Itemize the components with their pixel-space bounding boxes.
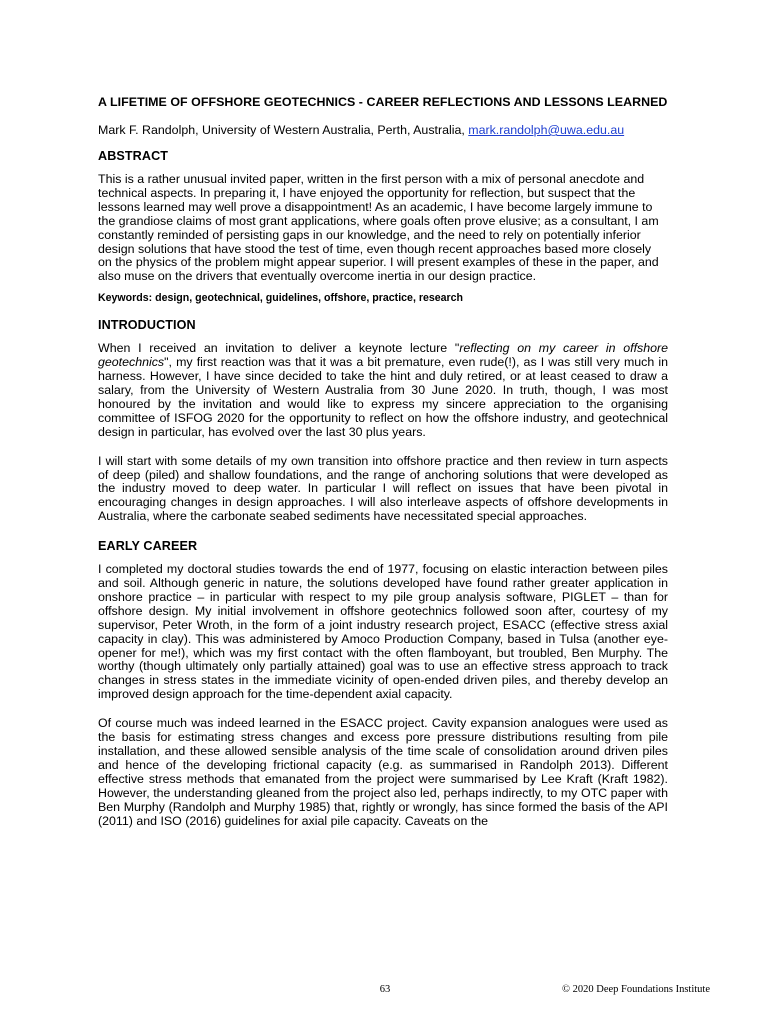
introduction-paragraph-2: I will start with some details of my own transition into offshore practice and then review in turn aspects of deep (piled) and shallow foundations, and the range of anchoring solutions that were developed as the industry moved to deep water. In particular I will reflect on issues that have been pivotal in encouraging changes in design approaches. I will also interleave aspects of offshore developments in Australia, where the carbonate seabed sediments have necessitated special approaches. xyxy=(98,453,668,524)
introduction-heading: INTRODUCTION xyxy=(98,318,196,333)
author-email-link[interactable]: mark.randolph@uwa.edu.au xyxy=(468,123,625,137)
page-number: 63 xyxy=(379,984,391,995)
intro-p1-end: ", my first reaction was that it was a bit premature, even rude(!), as I was still very much in harness. However, I have since decided to take the hint and duly retired, or at least ceased to draw a salary, from the University of Western Australia from 30 June 2020. In truth, though, I was most honoured by the invitation and would like to express my sincere appreciation to the organising committee of ISFOG 2020 for the opportunity to reflect on how the offshore industry, and geotechnical design in particular, has evolved over the last 30 plus years. xyxy=(98,355,668,439)
author-line xyxy=(98,123,668,138)
abstract-text: This is a rather unusual invited paper, written in the first person with a mix of personal anecdote and technical aspects. In preparing it, I have enjoyed the opportunity for reflection, but suspect that the lessons learned may well prove a disappointment! As an academic, I have become largely immune to the grandiose claims of most grant applications, where goals often prove elusive; as a consultant, I am constantly reminded of persisting gaps in our knowledge, and the need to rely on potentially inferior design solutions that have stood the test of time, even though recent approaches based more closely on the physics of the problem might appear superior. I will present examples of these in the paper, and also muse on the drivers that eventually overcome inertia in our design practice. xyxy=(98,172,659,284)
intro-p1-italic-quote: reflecting on my career in offshore geotechnics xyxy=(98,341,669,370)
paper-title: A LIFETIME OF OFFSHORE GEOTECHNICS - CAREER REFLECTIONS AND LESSONS LEARNED xyxy=(98,95,668,109)
early-career-paragraph-2: Of course much was indeed learned in the ESACC project. Cavity expansion analogues were used as the basis for estimating stress changes and excess pore pressure distributions resulting from pile installation, and these allowed sensible analysis of the time scale of consolidation around driven piles and hence of the developing frictional capacity (e.g. as summarised in Randolph 2013). Different effective stress methods that emanated from the project were summarised by Lee Kraft (Kraft 1982). However, the understanding gleaned from the project also led, perhaps indirectly, to my OTC paper with Ben Murphy (Randolph and Murphy 1985) that, rightly or wrongly, has since formed the basis of the API (2011) and ISO (2016) guidelines for axial pile capacity. Caveats on the xyxy=(98,716,668,828)
paper-body xyxy=(98,95,668,836)
abstract-heading: ABSTRACT xyxy=(98,149,169,163)
early-career-paragraph-1: I completed my doctoral studies towards the end of 1977, focusing on elastic interaction between piles and soil. Although generic in nature, the solutions developed have found rather greater application in onshore practice – in particular with respect to my pile group analysis software, PIGLET – than for offshore design. My initial involvement in offshore geotechnics followed soon after, courtesy of my supervisor, Peter Wroth, in the form of a joint industry research project, ESACC (effective stress axial capacity in clay). This was administered by Amoco Production Company, based in Tulsa (another eye-opener for me!), which was my first contact with the often flamboyant, but troubled, Ben Murphy. The worthy (though ultimately only partially attained) goal was to use an effective stress approach to track changes in stress states in the immediate vicinity of open-ended driven piles, and thereby develop an improved design approach for the time-dependent axial capacity. xyxy=(98,562,668,702)
early-career-heading: EARLY CAREER xyxy=(98,539,198,554)
introduction-paragraph-1 xyxy=(98,342,668,439)
keywords: Keywords: design, geotechnical, guidelines, offshore, practice, research xyxy=(98,292,464,305)
copyright-notice: © 2020 Deep Foundations Institute xyxy=(562,984,710,995)
intro-p1-start: When I received an invitation to deliver a keynote lecture " xyxy=(98,341,460,356)
author-affiliation: Mark F. Randolph, University of Western Australia, Perth, Australia, xyxy=(98,123,469,137)
